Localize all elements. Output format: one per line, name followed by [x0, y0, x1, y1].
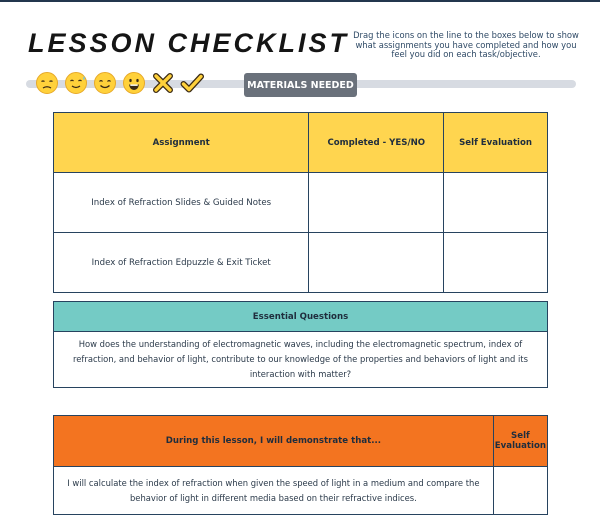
objective-self-evaluation-drop-box[interactable] — [493, 467, 547, 515]
completed-drop-box[interactable] — [309, 173, 444, 233]
check-mark-icon[interactable] — [180, 71, 204, 95]
assignments-table — [53, 112, 548, 293]
draggable-icons — [35, 70, 209, 96]
worried-face-icon[interactable] — [35, 71, 59, 95]
table-header-row — [54, 113, 548, 173]
self-evaluation-drop-box[interactable] — [444, 233, 548, 293]
self-evaluation-header: Self Evaluation — [444, 113, 548, 173]
top-border — [0, 0, 600, 2]
smiling-sweat-face-icon[interactable] — [64, 71, 88, 95]
essential-questions-text: How does the understanding of electromagnetic waves, including the electromagnetic spectrum, index of refraction, and behavior of light, contribute to our knowledge of the properties and behaviors of light and its interaction with matter? — [54, 332, 548, 388]
assignment-header: Assignment — [54, 113, 309, 173]
table-row — [54, 233, 548, 293]
essential-questions-header: Essential Questions — [54, 302, 548, 332]
instructions-text: Drag the icons on the line to the boxes below to show what assignments you have completed and how you feel you did on each task/objective. — [353, 30, 579, 60]
page-title: LESSON CHECKLIST — [28, 28, 350, 58]
demonstrate-header: During this lesson, I will demonstrate that... — [54, 416, 494, 467]
table-row — [54, 173, 548, 233]
grinning-face-icon[interactable] — [122, 71, 146, 95]
completed-header: Completed - YES/NO — [309, 113, 444, 173]
objective-text: I will calculate the index of refraction when given the speed of light in a medium and compare the behavior of light in different media based on their refractive indices. — [54, 467, 494, 515]
completed-drop-box[interactable] — [309, 233, 444, 293]
smiling-face-icon[interactable] — [93, 71, 117, 95]
demonstrate-table — [53, 415, 548, 515]
essential-questions-table — [53, 301, 548, 388]
demonstrate-self-evaluation-header: Self Evaluation — [493, 416, 547, 467]
cross-mark-icon[interactable] — [151, 71, 175, 95]
materials-needed-button[interactable]: MATERIALS NEEDED — [244, 73, 357, 97]
assignment-cell: Index of Refraction Slides & Guided Notes — [54, 173, 309, 233]
assignment-cell: Index of Refraction Edpuzzle & Exit Ticket — [54, 233, 309, 293]
self-evaluation-drop-box[interactable] — [444, 173, 548, 233]
